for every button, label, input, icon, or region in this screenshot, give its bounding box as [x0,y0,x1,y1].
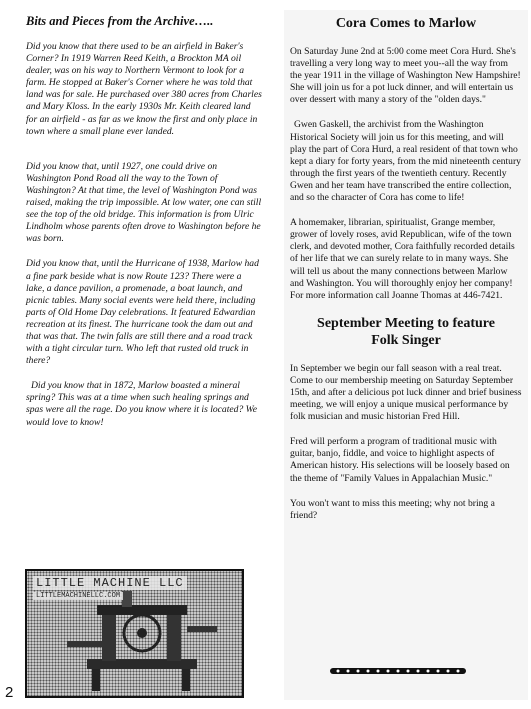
sponsor-ad-image [25,569,244,698]
september-paragraph-closing: You won't want to miss this meeting; why not bring a friend? [290,497,495,521]
ad-brand-url: LITTLEMACHINELLC.COM [33,592,123,600]
september-title-line1: September Meeting to feature [317,315,495,331]
september-title-line2: Folk Singer [371,332,441,348]
archive-column [22,10,262,570]
september-paragraph-program: Fred will perform a program of traditional music with guitar, banjo, fiddle, and voice to highlight aspects of American history. His selections will be loosely based on the theme of "Family Values in Appalachian Music." [290,436,510,484]
cora-paragraph-details: A homemaker, librarian, spiritualist, Grange member, grower of lovely roses, avid Republican, wife of the town clerk, and devoted mother, Cora faithfully recorded details of her life that we can surely relate to in many ways. She will tell us about the many connections between Marlow and Washington. You will thoroughly enjoy her company! For more information call Joanne Thomas at 446-7421. [290,217,515,301]
cora-paragraph-gwen: Gwen Gaskell, the archivist from the Washington Historical Society will join us for this meeting, and will play the part of Cora Hurd, a real resident of that town who kept a diary for forty years, from the mid nineteenth century through the first years of the twentieth century. Recently Gwen and her team have transcribed the entire collection, and so the character of Cora has come to life! [290,119,521,204]
cora-article-title: Cora Comes to Marlow [335,16,477,31]
decorative-divider [330,667,466,675]
archive-title: Bits and Pieces from the Archive….. [26,14,214,28]
ad-brand-name: LITTLE MACHINE LLC [33,576,187,590]
september-paragraph-intro: In September we begin our fall season with a real treat. Come to our membership meeting on Saturday September 15th, and after a delicious pot luck dinner and brief business meeting, we will enjoy a unique musical performance by folk musician and music historian Fred Hill. [290,362,522,423]
events-column [284,10,528,700]
page-number: 2 [5,684,14,701]
archive-paragraph-park: Did you know that, until the Hurricane of 1938, Marlow had a fine park beside what is now Route 123? There were a lake, a dance pavilion, a promenade, a boat launch, and picnic tables. Many social events were held there, including parts of Old Home Day celebrations. It featured Edwardian recreation at its finest. The hurricane took the dam out and that was that. The twin falls are still there and a road track with a tight circular turn. Who left that rusted old truck in there? [26,258,259,367]
archive-paragraph-spring: Did you know that in 1872, Marlow boasted a mineral spring? This was at a time when such healing springs and spas were all the rage. Do you know where it is located? We would love to know! [26,380,258,428]
archive-paragraph-airfield: Did you know that there used to be an airfield in Baker's Corner? In 1919 Warren Reed Keith, a Brockton MA oil dealer, was on his way to Northern Vermont to look for a farm. He stopped at Baker's Corner where he was told that land was for sale. He purchased over 380 acres from Charles and Mary Kloss. In the early 1930s Mr. Keith cleared land for an airfield - as far as we know the first and only place in town where a small plane ever landed. [26,41,262,137]
cora-paragraph-intro: On Saturday June 2nd at 5:00 come meet Cora Hurd. She's travelling a very long way to meet you--all the way from the year 1911 in the village of Washington New Hampshire! She will join us for a pot luck dinner, and will entertain us over dessert with many a story of the "olden days." [290,46,521,106]
archive-paragraph-pond-road: Did you know that, until 1927, one could drive on Washington Pond Road all the way to the Town of Washington? At that time, the level of Washington Pond was raised, making the trip impossible. At low water, one can still see the top of the old bridge. This information is from Ulric Lindholm whose parents often drove to Washington before he was born. [26,160,262,245]
september-article-title [284,315,528,349]
